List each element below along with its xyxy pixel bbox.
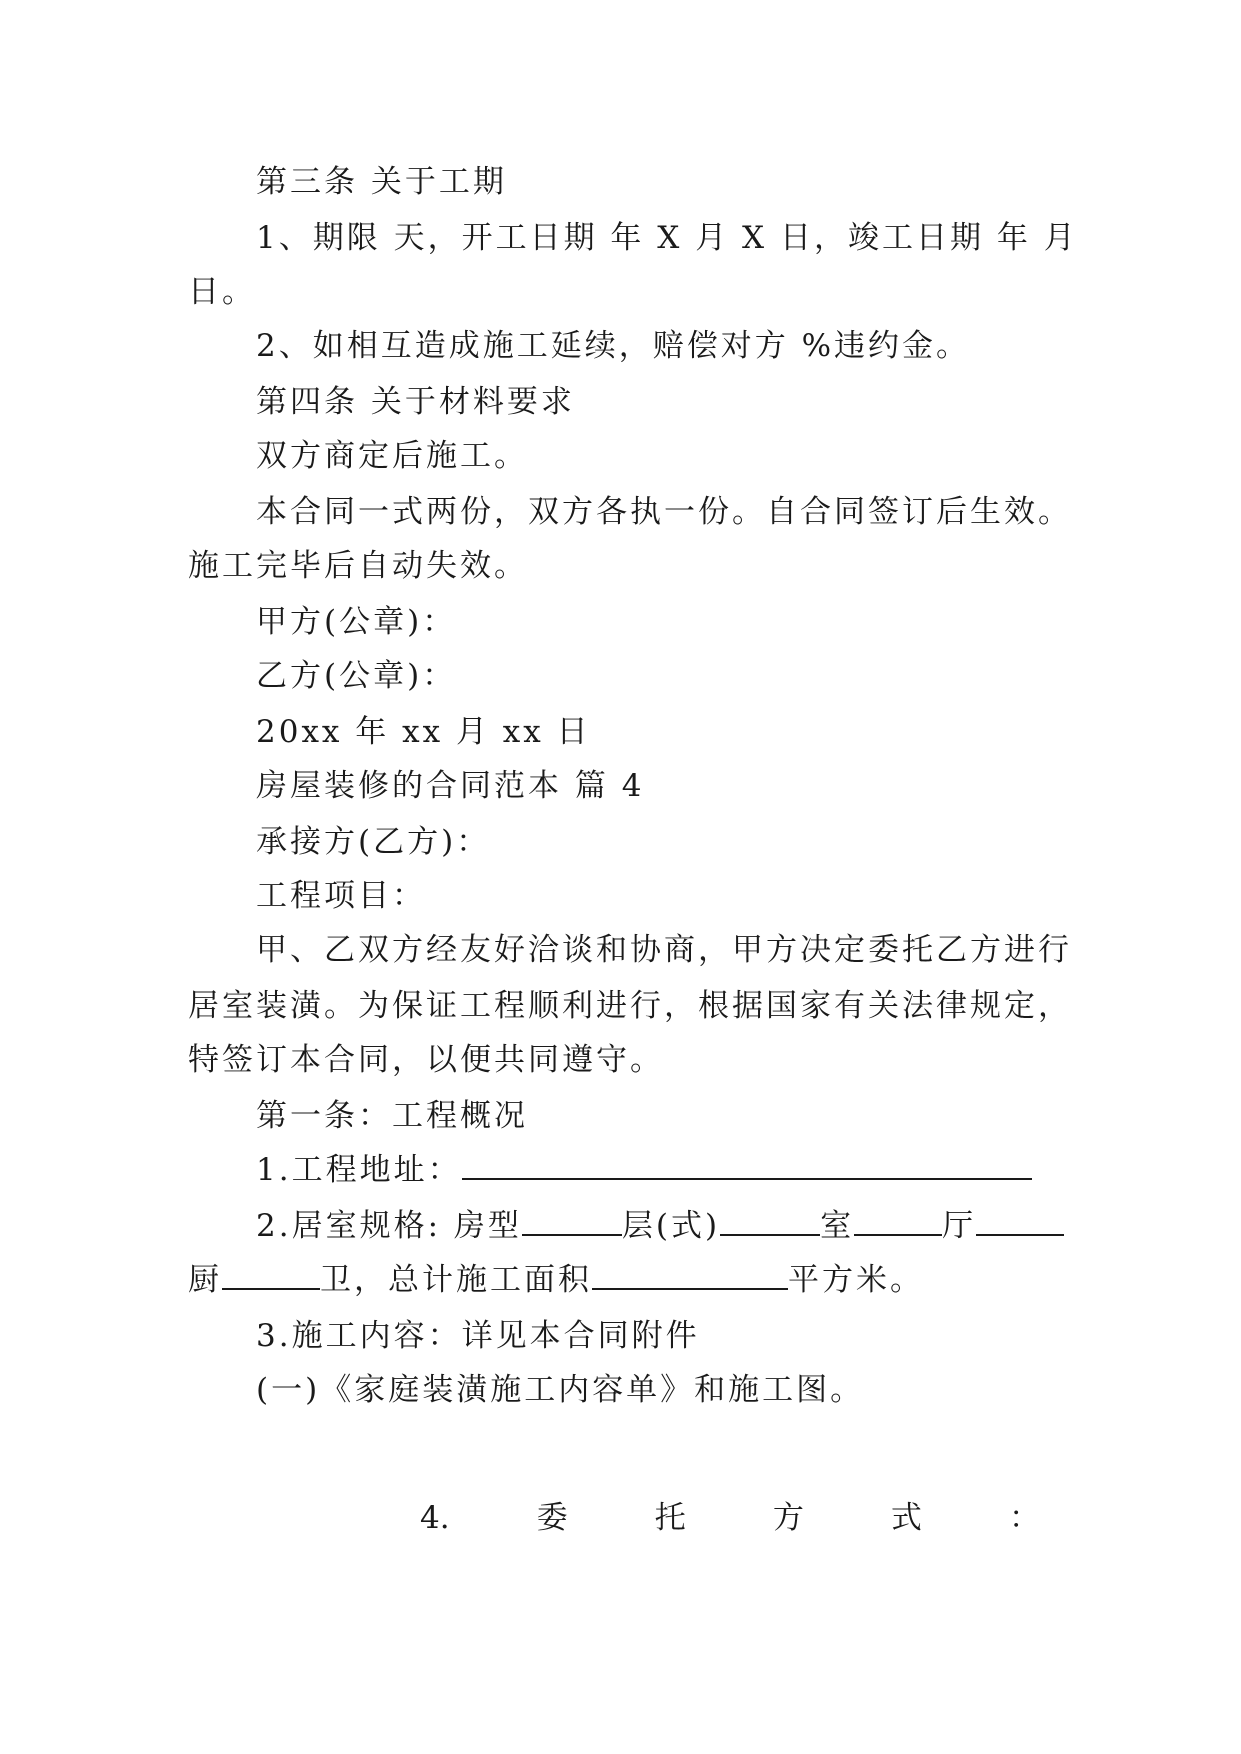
entrust-token: 托 bbox=[654, 1500, 686, 1536]
spec-line-continued bbox=[188, 1260, 1068, 1300]
party-a-seal-line: 甲方(公章)： bbox=[256, 604, 457, 640]
paragraph-line: 居室装潢。为保证工程顺利进行，根据国家有关法律规定， bbox=[188, 988, 1072, 1024]
spec-unit-label: 平方米。 bbox=[788, 1262, 924, 1298]
paragraph-line: 双方商定后施工。 bbox=[256, 438, 528, 474]
spec-floor-label: 层(式) bbox=[621, 1208, 721, 1244]
room-blank bbox=[854, 1206, 942, 1236]
attachment-line: (一)《家庭装潢施工内容单》和施工图。 bbox=[256, 1372, 865, 1408]
spec-label: 2.居室规格: bbox=[256, 1208, 442, 1244]
paragraph-line: 1、期限 天，开工日期 年 X 月 X 日，竣工日期 年 月 bbox=[256, 220, 1078, 256]
paragraph-line: 施工完毕后自动失效。 bbox=[188, 548, 528, 584]
paragraph-line: 甲、乙双方经友好洽谈和协商，甲方决定委托乙方进行 bbox=[256, 932, 1072, 968]
floor-blank bbox=[720, 1206, 820, 1236]
kitchen-blank bbox=[222, 1260, 320, 1290]
article-1-heading: 第一条：工程概况 bbox=[256, 1098, 528, 1134]
contract-title: 房屋装修的合同范本 篇 4 bbox=[256, 768, 645, 804]
spec-line bbox=[256, 1206, 1136, 1246]
paragraph-line: 特签订本合同，以便共同遵守。 bbox=[188, 1042, 664, 1078]
entrust-token: 式 bbox=[890, 1500, 922, 1536]
entrust-token: ： bbox=[1008, 1500, 1040, 1536]
entrust-token: 方 bbox=[772, 1500, 804, 1536]
paragraph-line: 2、如相互造成施工延续，赔偿对方 %违约金。 bbox=[256, 328, 971, 364]
article-4-heading: 第四条 关于材料要求 bbox=[256, 384, 575, 420]
party-b-seal-line: 乙方(公章)： bbox=[256, 658, 457, 694]
house-type-blank bbox=[522, 1206, 622, 1236]
construction-content-line: 3.施工内容：详见本合同附件 bbox=[256, 1318, 700, 1354]
article-3-heading: 第三条 关于工期 bbox=[256, 164, 507, 200]
address-label: 1.工程地址： bbox=[256, 1152, 462, 1188]
spec-bath-label: 卫，总计施工面积 bbox=[320, 1262, 592, 1298]
entrust-token: 委 bbox=[536, 1500, 568, 1536]
address-blank bbox=[462, 1150, 1032, 1180]
entrust-token: 4. bbox=[420, 1500, 450, 1536]
date-line: 20xx 年 xx 月 xx 日 bbox=[256, 714, 591, 750]
spec-kitchen-label: 厨 bbox=[188, 1262, 222, 1298]
spec-hall-label: 厅 bbox=[942, 1208, 977, 1244]
entrust-method-line bbox=[420, 1498, 1040, 1538]
paragraph-line: 本合同一式两份，双方各执一份。自合同签订后生效。 bbox=[256, 494, 1072, 530]
project-line: 工程项目： bbox=[256, 878, 426, 914]
spec-house-label: 房型 bbox=[453, 1208, 522, 1244]
spec-room-label: 室 bbox=[820, 1208, 855, 1244]
paragraph-line: 日。 bbox=[188, 274, 256, 310]
address-line bbox=[256, 1150, 1136, 1190]
contractor-line: 承接方(乙方)： bbox=[256, 824, 491, 860]
area-blank bbox=[592, 1260, 788, 1290]
hall-blank bbox=[976, 1206, 1064, 1236]
